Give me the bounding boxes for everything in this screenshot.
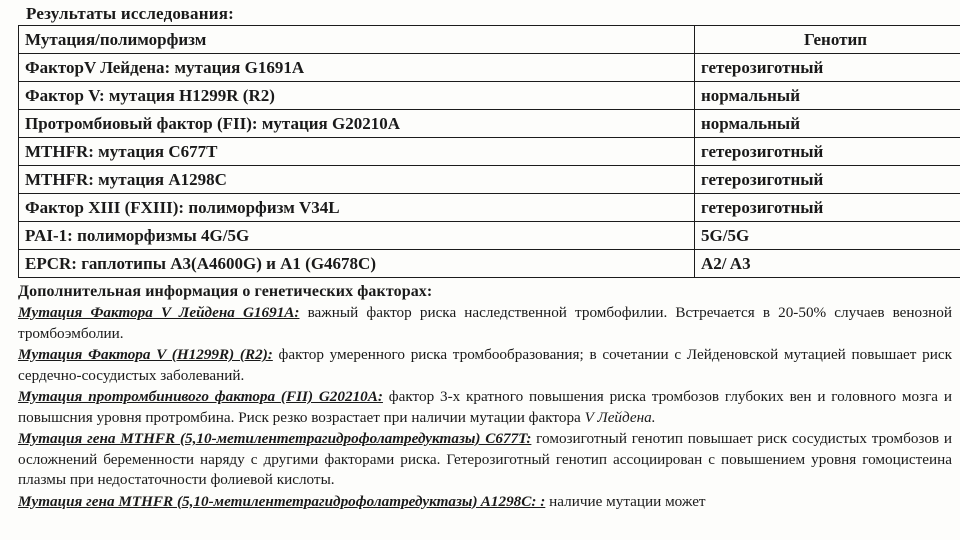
paragraph-tail-italic: V Лейдена. bbox=[584, 408, 656, 426]
info-paragraph bbox=[18, 492, 952, 512]
cell-genotype: гетерозиготный bbox=[695, 166, 960, 194]
cell-genotype: гетерозиготный bbox=[695, 54, 960, 82]
table-row bbox=[19, 54, 960, 82]
cell-mutation: MTHFR: мутация C677T bbox=[19, 138, 695, 166]
cell-genotype: гетерозиготный bbox=[695, 194, 960, 222]
cell-mutation: MTHFR: мутация A1298C bbox=[19, 166, 695, 194]
paragraph-body: фактор 3-х кратного повышения риска тромбозов глубоких вен и головного мозга и повышсния уровня протромбина. Риск резко возрастает при наличии мутации фактора bbox=[18, 388, 952, 426]
cell-genotype: 5G/5G bbox=[695, 222, 960, 250]
cell-mutation: EPCR: гаплотипы A3(A4600G) и A1 (G4678C) bbox=[19, 250, 695, 278]
paragraph-body: гомозиготный генотип повышает риск сосудистых тромбозов и осложнений беременности наряду с другими факторами риска. Гетерозиготный генотип ассоциирован с повышением уровня гомоцистеина плазмы при недостаточности фолиевой кислоты. bbox=[18, 430, 952, 488]
table-row bbox=[19, 250, 960, 278]
paragraph-lead: Мутация Фактора V (H1299R) (R2): bbox=[18, 346, 273, 363]
cell-genotype: нормальный bbox=[695, 82, 960, 110]
table-row bbox=[19, 166, 960, 194]
cell-mutation: Фактор V: мутация H1299R (R2) bbox=[19, 82, 695, 110]
cell-mutation: Протромбиовый фактор (FII): мутация G20210A bbox=[19, 110, 695, 138]
additional-info-title: Дополнительная информация о генетических факторах: bbox=[18, 283, 433, 300]
info-paragraph bbox=[18, 345, 952, 386]
table-row bbox=[19, 194, 960, 222]
paragraph-body: важный фактор риска наследственной тромбофилии. Встречается в 20-50% случаев венозной тромбоэмболии. bbox=[18, 304, 952, 342]
info-paragraph bbox=[18, 429, 952, 491]
column-header-mutation: Мутация/полиморфизм bbox=[19, 26, 695, 54]
table-row bbox=[19, 138, 960, 166]
cell-genotype: нормальный bbox=[695, 110, 960, 138]
cell-mutation: PAI-1: полиморфизмы 4G/5G bbox=[19, 222, 695, 250]
results-table bbox=[18, 25, 960, 278]
cell-genotype: A2/ A3 bbox=[695, 250, 960, 278]
table-header-row bbox=[19, 26, 960, 54]
paragraph-lead: Мутация протромбинивого фактора (FII) G20210A: bbox=[18, 388, 383, 405]
paragraph-body: фактор умеренного риска тромбообразования; в сочетании с Лейденовской мутацией повышает риск сердечно-сосудистых заболеваний. bbox=[18, 346, 952, 384]
paragraph-lead: Мутация Фактора V Лейдена G1691A: bbox=[18, 304, 300, 321]
cell-mutation: ФакторV Лейдена: мутация G1691A bbox=[19, 54, 695, 82]
table-row bbox=[19, 222, 960, 250]
info-paragraph bbox=[18, 387, 952, 428]
paragraph-lead: Мутация гена MTHFR (5,10-метилентетрагидрофолатредуктазы) C677T: bbox=[18, 430, 532, 447]
paragraph-lead: Мутация гена MTHFR (5,10-метилентетрагидрофолатредуктазы) A1298C: : bbox=[18, 492, 546, 510]
table-row bbox=[19, 110, 960, 138]
info-paragraph bbox=[18, 303, 952, 344]
cell-genotype: гетерозиготный bbox=[695, 138, 960, 166]
cell-mutation: Фактор XIII (FXIII): полиморфизм V34L bbox=[19, 194, 695, 222]
table-row bbox=[19, 82, 960, 110]
results-title: Результаты исследования: bbox=[26, 4, 234, 23]
paragraph-body: наличие мутации может bbox=[545, 492, 706, 510]
column-header-genotype: Генотип bbox=[695, 26, 960, 54]
